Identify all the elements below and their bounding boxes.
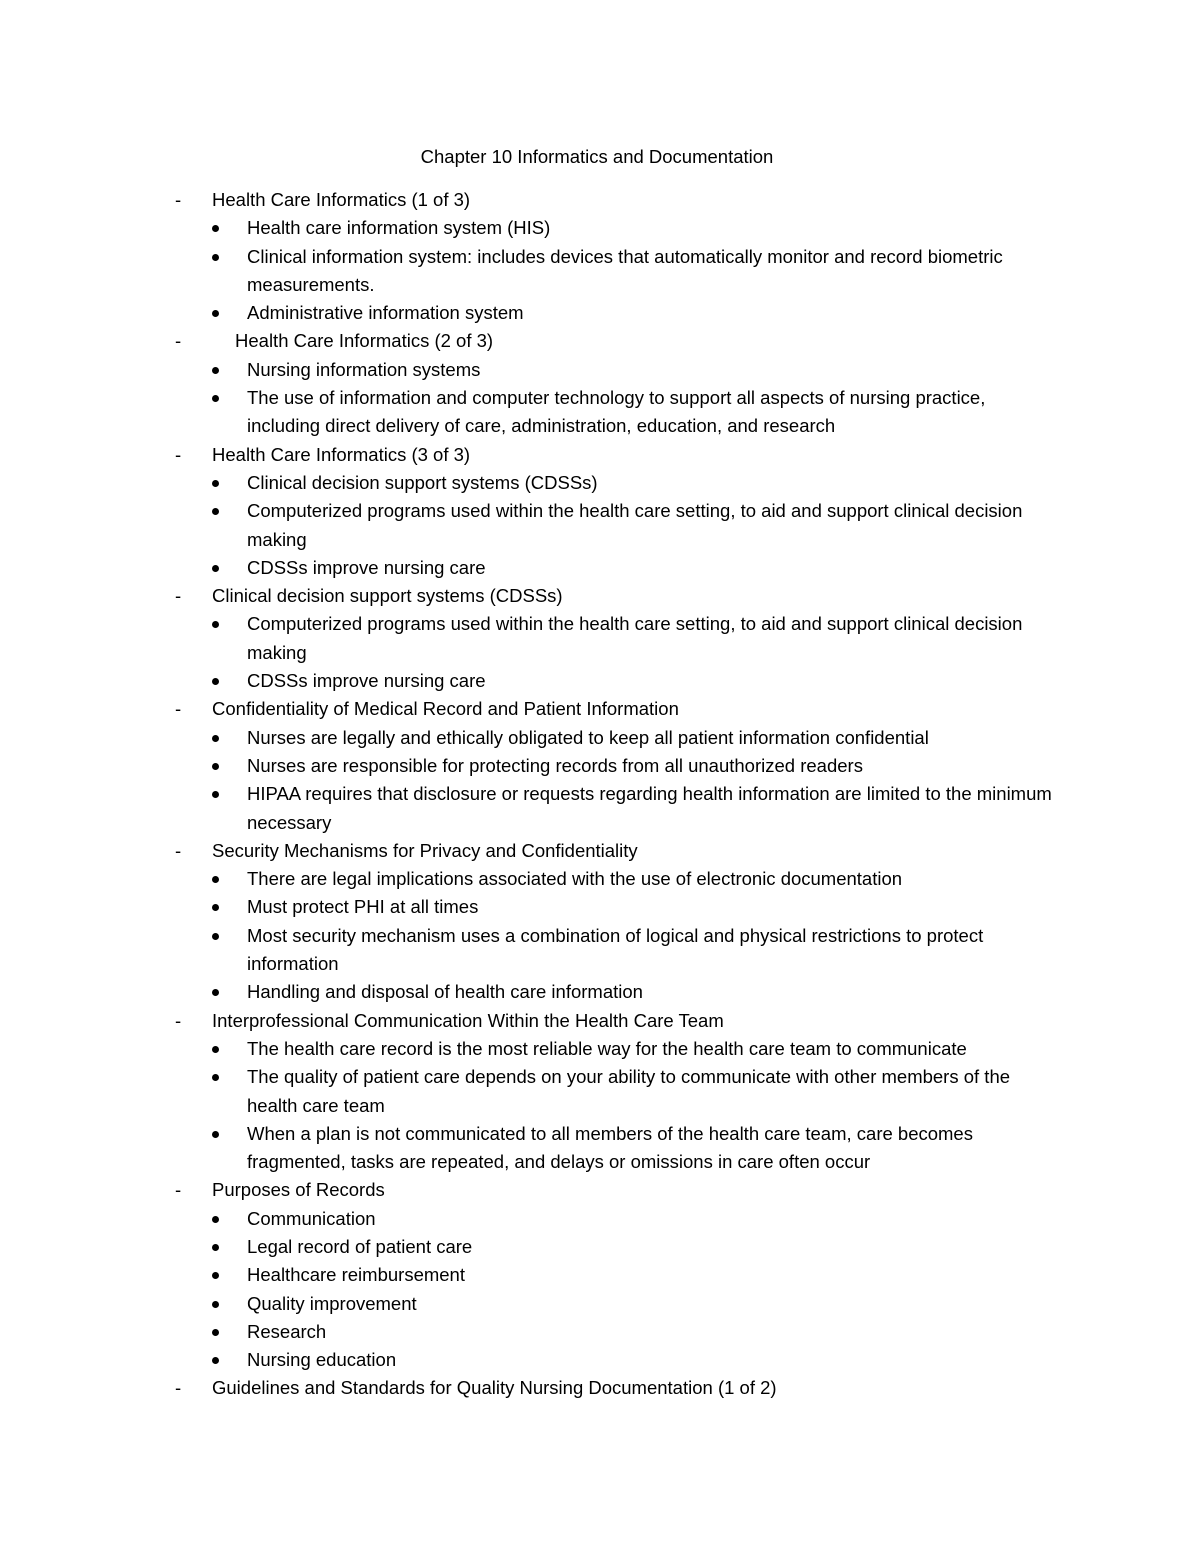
list-item — [172, 724, 1052, 752]
bullet-text: Legal record of patient care — [247, 1235, 473, 1257]
bullet-text: Administrative information system — [247, 302, 524, 324]
bullet-icon — [212, 1357, 219, 1364]
bullet-icon — [212, 367, 219, 374]
list-item — [172, 214, 1052, 242]
section — [172, 1374, 1052, 1402]
section-heading-text: Purposes of Records — [212, 1179, 385, 1201]
page-title: Chapter 10 Informatics and Documentation — [420, 146, 774, 167]
bullet-icon — [212, 565, 219, 572]
bullet-icon — [212, 735, 219, 742]
list-item — [172, 893, 1052, 921]
dash-marker: - — [175, 1179, 182, 1201]
section-heading-text: Interprofessional Communication Within the Health Care Team — [212, 1009, 724, 1031]
bullet-icon — [212, 989, 219, 996]
list-item — [172, 865, 1052, 893]
bullet-text: The quality of patient care depends on your ability to communicate with other members of the health care team — [247, 1066, 1011, 1116]
list-item — [172, 469, 1052, 497]
list-item — [172, 1318, 1052, 1346]
bullet-icon — [212, 1216, 219, 1223]
section-heading — [172, 837, 1052, 865]
bullet-icon — [212, 1046, 219, 1053]
list-item — [172, 1035, 1052, 1063]
section — [172, 1007, 1052, 1177]
section-heading-text: Health Care Informatics (3 of 3) — [212, 443, 471, 465]
bullet-list — [172, 214, 1052, 327]
bullet-text: Handling and disposal of health care information — [247, 981, 643, 1003]
dash-marker: - — [175, 1009, 182, 1031]
bullet-text: Computerized programs used within the health care setting, to aid and support clinical decision making — [247, 500, 1023, 550]
bullet-icon — [212, 904, 219, 911]
list-item — [172, 610, 1052, 667]
dash-marker: - — [175, 839, 182, 861]
list-item — [172, 1261, 1052, 1289]
list-item — [172, 243, 1052, 300]
list-item — [172, 1120, 1052, 1177]
list-item — [172, 384, 1052, 441]
section-heading — [172, 327, 1052, 355]
list-item — [172, 780, 1052, 837]
list-item — [172, 1233, 1052, 1261]
bullet-list — [172, 1035, 1052, 1176]
list-item — [172, 752, 1052, 780]
list-item — [172, 1063, 1052, 1120]
list-item — [172, 1205, 1052, 1233]
dash-marker: - — [175, 1377, 182, 1399]
dash-marker: - — [175, 189, 182, 210]
dash-marker: - — [175, 443, 182, 465]
section-heading-text: Security Mechanisms for Privacy and Confidentiality — [212, 839, 638, 861]
bullet-text: Computerized programs used within the health care setting, to aid and support clinical decision making — [247, 613, 1023, 663]
bullet-text: CDSSs improve nursing care — [247, 556, 486, 578]
bullet-icon — [212, 508, 219, 515]
list-item — [172, 554, 1052, 582]
bullet-list — [172, 356, 1052, 441]
section — [172, 582, 1052, 695]
bullet-icon — [212, 1329, 219, 1336]
bullet-text: Health care information system (HIS) — [247, 217, 551, 239]
bullet-text: Must protect PHI at all times — [247, 896, 479, 918]
bullet-icon — [212, 678, 219, 685]
section-heading — [172, 186, 1052, 214]
list-item — [172, 356, 1052, 384]
dash-marker: - — [175, 698, 182, 720]
section-heading — [172, 1007, 1052, 1035]
list-item — [172, 1290, 1052, 1318]
document-body — [172, 186, 1052, 1403]
bullet-icon — [212, 933, 219, 940]
dash-marker: - — [175, 330, 182, 352]
section-heading-text: Health Care Informatics (1 of 3) — [212, 189, 471, 210]
bullet-text: When a plan is not communicated to all members of the health care team, care becomes fragmented, tasks are repeated, and delays or omissions in care often occur — [247, 1122, 973, 1173]
bullet-text: Clinical decision support systems (CDSSs) — [247, 471, 598, 493]
bullet-list — [172, 724, 1052, 837]
section — [172, 1176, 1052, 1374]
bullet-text: Nurses are legally and ethically obligated to keep all patient information confidential — [247, 726, 929, 748]
section-heading — [172, 441, 1052, 469]
section-heading — [172, 695, 1052, 723]
section — [172, 837, 1052, 1007]
bullet-text: Nursing information systems — [247, 358, 481, 380]
section-heading — [172, 1374, 1052, 1402]
bullet-text: Nursing education — [247, 1349, 397, 1371]
bullet-icon — [212, 395, 219, 402]
bullet-icon — [212, 254, 219, 261]
bullet-icon — [212, 876, 219, 883]
list-item — [172, 1346, 1052, 1374]
bullet-icon — [212, 763, 219, 770]
bullet-text: There are legal implications associated with the use of electronic documentation — [247, 868, 903, 890]
section-heading — [172, 582, 1052, 610]
bullet-icon — [212, 1244, 219, 1251]
bullet-icon — [212, 1074, 219, 1081]
section-heading — [172, 1176, 1052, 1204]
bullet-text: HIPAA requires that disclosure or requests regarding health information are limited to the minimum necessary — [247, 783, 1052, 833]
bullet-text: Quality improvement — [247, 1292, 417, 1314]
bullet-icon — [212, 310, 219, 317]
bullet-list — [172, 469, 1052, 582]
bullet-icon — [212, 1272, 219, 1279]
bullet-text: Nurses are responsible for protecting records from all unauthorized readers — [247, 754, 863, 776]
list-item — [172, 497, 1052, 554]
section — [172, 186, 1052, 327]
bullet-list — [172, 1205, 1052, 1375]
list-item — [172, 922, 1052, 979]
bullet-text: Research — [247, 1320, 327, 1342]
bullet-text: Healthcare reimbursement — [247, 1264, 465, 1286]
section-heading-text: Health Care Informatics (2 of 3) — [235, 330, 494, 352]
section-heading-text: Clinical decision support systems (CDSSs) — [212, 585, 563, 607]
bullet-icon — [212, 1131, 219, 1138]
bullet-text: Communication — [247, 1207, 376, 1229]
bullet-text: The health care record is the most reliable way for the health care team to communicate — [247, 1037, 967, 1059]
bullet-icon — [212, 621, 219, 628]
section — [172, 327, 1052, 440]
bullet-text: Most security mechanism uses a combination of logical and physical restrictions to protect information — [247, 924, 984, 975]
bullet-icon — [212, 791, 219, 798]
section-heading-text: Confidentiality of Medical Record and Patient Information — [212, 698, 679, 720]
dash-marker: - — [175, 585, 182, 607]
bullet-text: Clinical information system: includes devices that automatically monitor and record biometric measurements. — [247, 245, 1003, 295]
list-item — [172, 978, 1052, 1006]
bullet-text: The use of information and computer technology to support all aspects of nursing practice, including direct delivery of care, administration, education, and research — [247, 387, 986, 437]
list-item — [172, 299, 1052, 327]
list-item — [172, 667, 1052, 695]
bullet-text: CDSSs improve nursing care — [247, 670, 486, 692]
bullet-icon — [212, 1301, 219, 1308]
bullet-icon — [212, 480, 219, 487]
section — [172, 441, 1052, 582]
bullet-icon — [212, 225, 219, 232]
bullet-list — [172, 865, 1052, 1006]
bullet-list — [172, 610, 1052, 695]
section — [172, 695, 1052, 836]
section-heading-text: Guidelines and Standards for Quality Nursing Documentation (1 of 2) — [212, 1377, 777, 1399]
